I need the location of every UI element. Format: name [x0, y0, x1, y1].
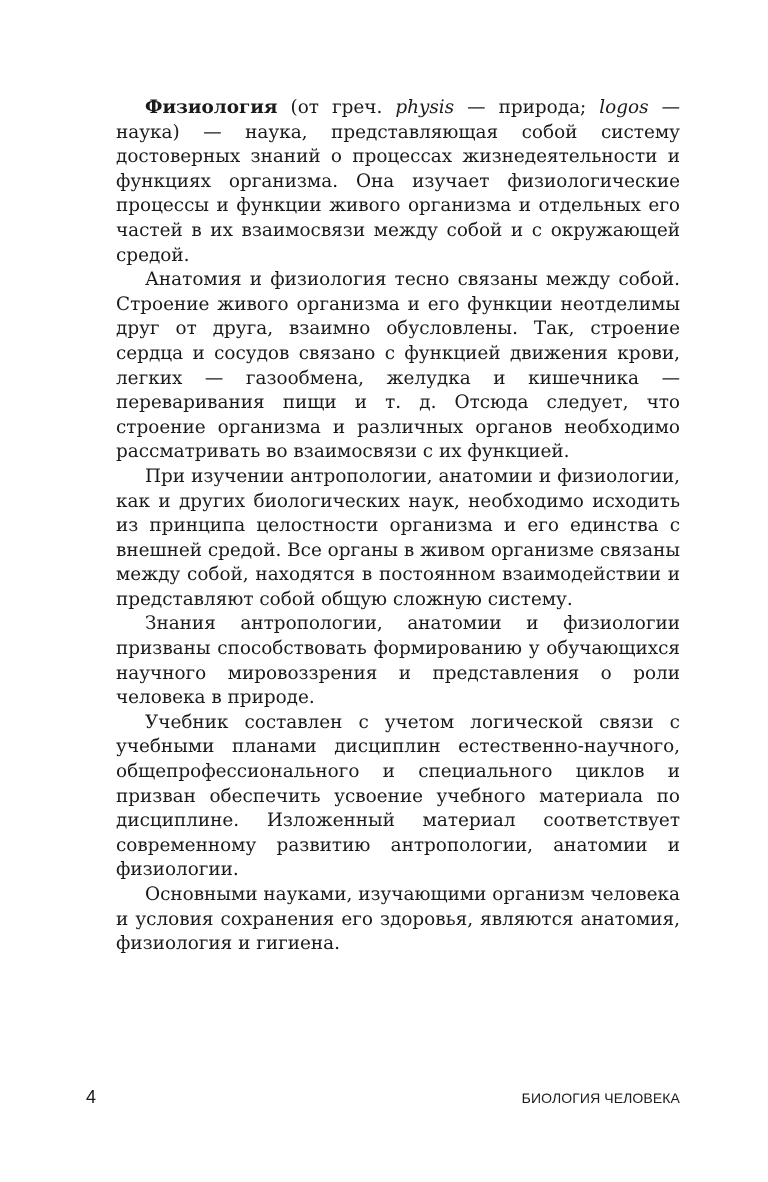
- paragraph-knowledge-purpose: Знания антропологии, анатомии и физиологии призваны способствовать формированию у обучающихся научного мировоззрения и представления о роли человека в природе.: [116, 613, 680, 709]
- paragraph-textbook-description: Учебник составлен с учетом логической связи с учебными планами дисциплин естественно-научного, общепрофессионального и специального циклов и призван обеспечить усвоение учебного материала по дисциплине. Изложенный материал соответствует современному развитию антропологии, анатомии и физиологии.: [116, 711, 680, 881]
- page-number: 4: [86, 1087, 97, 1107]
- greek-word-logos: logos: [599, 97, 649, 118]
- term-physiology: Физиология: [145, 97, 278, 118]
- page-footer: [86, 1086, 680, 1110]
- body-text: [116, 96, 680, 957]
- paragraph-integrity-principle: При изучении антропологии, анатомии и физиологии, как и других биологических наук, необходимо исходить из принципа целостности организма и его единства с внешней средой. Все органы в живом организме связаны между собой, находятся в постоянном взаимодействии и представляют собой общую сложную систему.: [116, 465, 680, 610]
- text-segment: — природа;: [454, 97, 600, 118]
- paragraph-anatomy-physiology: Анатомия и физиология тесно связаны между собой. Строение живого организма и его функции неотделимы друг от друга, взаимно обусловлены. Так, строение сердца и сосудов связано с функцией движения крови, легких — газообмена, желудка и кишечника — переваривания пищи и т. д. Отсюда следует, что строение организма и различных органов необходимо рассматривать во взаимосвязи с их функцией.: [116, 269, 680, 463]
- paragraph-main-sciences: Основными науками, изучающими организм человека и условия сохранения его здоровья, являются анатомия, физиология и гигиена.: [116, 884, 680, 955]
- running-head: БИОЛОГИЯ ЧЕЛОВЕКА: [521, 1090, 680, 1106]
- paragraph-physiology-definition: [116, 96, 680, 268]
- text-segment: — наука) — наука, представляющая собой систему достоверных знаний о процессах жизнедеятельности и функциях организма. Она изучает физиологические процессы и функции живого организма и отдельных его частей в их взаимосвязи между собой и с окружающей средой.: [116, 97, 680, 266]
- greek-word-physis: physis: [395, 97, 455, 118]
- text-segment: (от греч.: [277, 97, 396, 118]
